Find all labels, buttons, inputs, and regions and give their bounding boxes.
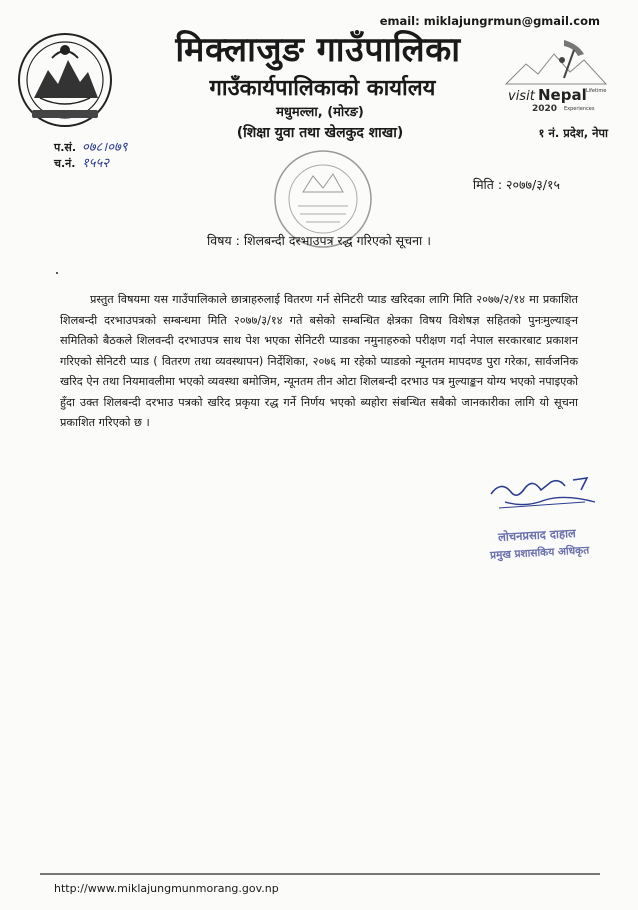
footer-website-link[interactable]: http://www.miklajungmunmorang.gov.np — [54, 882, 279, 895]
visit-logo-tag1: Lifetime — [586, 88, 607, 94]
ref-cn-label: च.नं. — [54, 157, 76, 170]
office-section: (शिक्षा युवा तथा खेलकुद शाखा) — [236, 125, 404, 141]
visit-logo-year: 2020 — [532, 104, 558, 112]
signature-mark — [485, 472, 605, 512]
visit-nepal-logo — [504, 38, 608, 112]
letter-date: मिति : २०७७/३/१५ — [472, 177, 560, 192]
stray-mark — [56, 272, 58, 274]
office-subtitle: गाउँकार्यपालिकाको कार्यालय — [209, 76, 436, 101]
visit-logo-word: visit — [508, 89, 535, 104]
signatory-name-stamp: लोचनप्रसाद दाहाल — [497, 525, 577, 545]
letter-subject: विषय : शिलबन्दी दरभाउपत्र रद्ध गरिएको सूचना । — [207, 233, 431, 248]
ref-ps-value: ०७८।०७९ — [82, 140, 128, 155]
nepal-emblem-icon — [14, 28, 116, 132]
letter-body: प्रस्तुत विषयमा यस गाउँपालिकाले छात्राहरुलाई वितरण गर्न सेनिटरी प्याड खरिदका लागि मिति २०७७/२/१४ मा प्रकाशित शिलबन्दी दरभाउपत्रको सम्बन्धमा मिति २०७७/३/१४ गते बसेको सम्बन्धित क्षेत्रका विषय विशेषज्ञ सहितको पुनःमुल्याङ्न समितिको बैठकले शिलवन्दी दरभाउपत्र साथ पेश भएका सेनिटरी प्याडका नमुनाहरुको परीक्षण गर्दा नेपाल सरकारबाट प्रकाशन गरिएको सेनिटरी प्याड ( वितरण तथा व्यवस्थापन) निर्देशिका, २०७६ मा रहेको प्याडको न्यूनतम मापदण्ड पुरा गरेका, सार्वजनिक खरिद ऐन तथा नियमावलीमा भएको व्यवस्था बमोजिम, न्यूनतम तीन ओटा शिलबन्दी दरभाउ पत्र मुल्याङ्कन योग्य भएको नपाइएको हुँदा उक्त शिलबन्दी दरभाउ पत्रको खरिद प्रकृया रद्ध गर्ने निर्णय भएको ब्यहोरा संबन्धित सबैको जानकारीका लागि यो सूचना प्रकाशित गरिएको छ । — [60, 293, 578, 429]
office-address: मधुमल्ला, (मोरङ) — [276, 105, 364, 120]
visit-logo-tag2: Experiences — [564, 106, 595, 112]
ref-ps-label: प.सं. — [54, 141, 77, 154]
visit-logo-brand: Nepal — [538, 86, 587, 104]
signatory-title-stamp: प्रमुख प्रशासकिय अधिकृत — [489, 544, 590, 562]
footer-divider — [40, 873, 600, 875]
province-label: १ नं. प्रदेश, नेपा — [538, 126, 608, 140]
office-title: मिक्लाजुङ गाउँपालिका — [175, 30, 461, 70]
header-email[interactable]: email: miklajungrmun@gmail.com — [379, 14, 600, 28]
ref-cn-value: १५५२ — [82, 156, 110, 171]
